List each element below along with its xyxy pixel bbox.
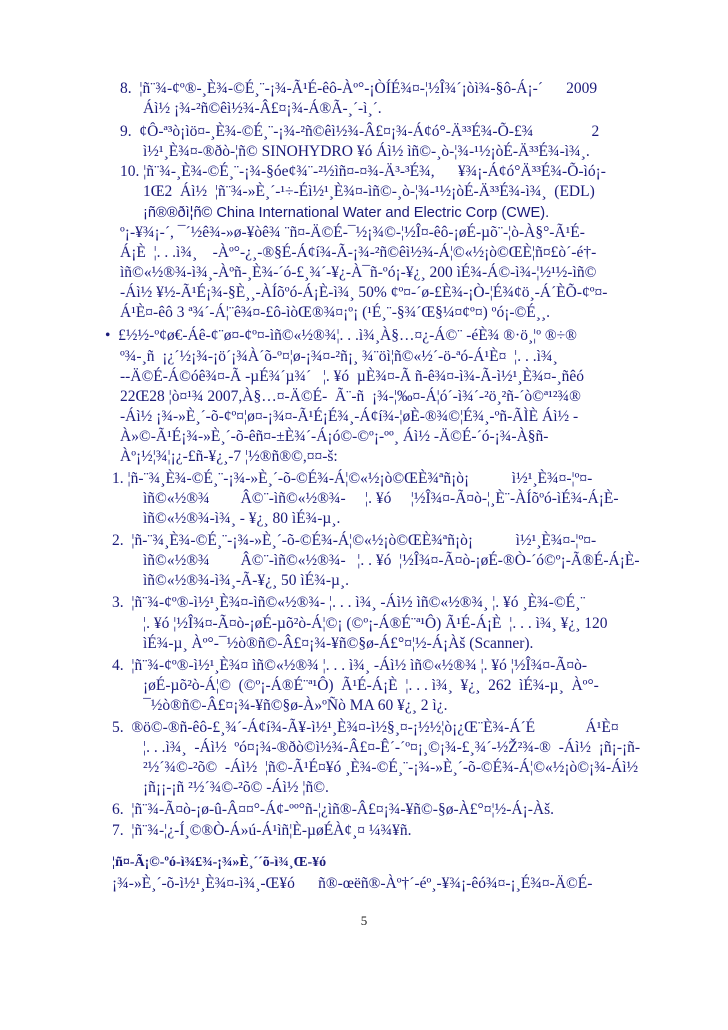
text-line: ì½¹¸È¾¤-®ðò-¦ñ© SINOHYDRO ¥ó Áì½ ìñ©-¸ò-¦¾-¹½¡òÉ-Ä³³É¾-ì¾¸. xyxy=(143,143,590,160)
text-line: ìñ©«½®¾ Â©¨-ìñ©«½®¾- ¦. . ¥ó ¦½Î¾¤-Ã¤ò-¡øÉ-®Ò-´ó©º¡-Ã®É-Á¡È- xyxy=(143,552,640,569)
text-line: 8. ¦ñ¨¾-¢º®-¸È¾-©É¸¨-¡¾-Ã¹É-êô-Àº°-¡ÒÍÉ¾¤-¦½Î¾´¡òì¾-§ô-Á¡-´ 2009 xyxy=(120,80,598,97)
text-line: ¡ñ¡¡-¡ñ ²½´¾©-²õ© -Áì½ ¦ñ©. xyxy=(143,779,329,796)
text-line: 7. ¦ñ¨¾-¦¿-Í¸©®Ò-Á»ú-Á¹ìñ¦È-µøÉÀ¢¸¤ ¼¾¥ñ. xyxy=(112,822,412,839)
text-line: 1. ¦ñ-¨¾¸È¾-©É¸¨-¡¾-»È¸´-õ-©É¾-Á¦©«½¡ò©ŒÈ¾ªñ¡ò¡ ì½¹¸È¾¤-¦º¤- xyxy=(112,470,593,487)
text-line: ìñ©«½®¾-ì¾¸-Àºñ-¸È¾-´ó-£¸¾´-¥¿-À¯ñ-ºó¡-¥¿¸ 200 ìÉ¾-Á©-ì¾-¦½¹½-ìñ© xyxy=(120,264,597,281)
text-line: ìñ©«½®¾-ì¾¸-Ã-¥¿¸ 50 ìÉ¾-µ¸. xyxy=(143,572,349,589)
text-line: 1Œ2 Áì½ ¦ñ¨¾-»È¸´-¹÷-Éì½¹¸È¾¤-ìñ©-¸ò-¦¾-¹½¡òÉ-Ä³³É¾-ì¾¸ (EDL) xyxy=(143,183,595,200)
text-line: Á¹È¤-êô 3 ª¾´-Á¦¨ê¾¤-£ô-ìòŒ®¾¤¡º¡ (¹É¸¨-§¾´Œ§¼¤¢º¤) ºó¡-©É¸¸. xyxy=(120,304,550,321)
text-line: º¾-¸ñ ¡¿´½¡¾-¡ö´¡¾À´õ-º¤¦ø-¡¾¤-²ñ¡¸ ¾¨öì¦ñ©«½´-ö-ªó-Á¹È¤ ¦. . .ì¾¸ xyxy=(120,348,558,365)
text-line: • £½½-º¢ø€-Áê-¢¨ø¤-¢º¤-ìñ©«½®¾¦. . .ì¾¸À§…¤¿-Á©¨ -éÈ¾ ®·ö¸¦º ®÷® xyxy=(105,327,577,344)
text-line: ²½´¾©-²õ© -Áì½ ¦ñ©-Ã¹É¤¥ó ¸È¾-©É¸¨-¡¾-»È¸´-õ-©É¾-Á¦©«½¡ò©¡¾-Áì½ xyxy=(143,759,639,776)
text-line: ¡ñ®®ðì¦ñ© China International Water and Electric Corp (CWE). xyxy=(143,205,550,221)
text-line: Áì½ ¡¾-²ñ©êì½¾-Â£¤¡¾-Á®Ã-¸´-ì¸´. xyxy=(143,100,382,117)
text-line: ìÉ¾-µ¸ Àº°-¯½ò®ñ©-Â£¤¡¾-¥ñ©§ø-Á£°¤¦½-Á¡Àš (Scanner). xyxy=(143,635,534,652)
text-line: Á¡È ¦. . .ì¾¸ -Àº°-¿¸-®§É-Á¢í¾-Ã-¡¾-²ñ©êì½¾-Á¦©«½¡ò©ŒÈ¦ñ¤£ò´-é†- xyxy=(120,244,597,261)
text-line: ìñ©«½®¾-ì¾¸ - ¥¿¸ 80 ìÉ¾-µ¸. xyxy=(143,510,341,527)
text-line: ¦. . .ì¾¸ -Áì½ ºó¤¡¾-®ðò©ì½¾-Â£¤-Ê´-´º¤¡¸©¡¾-£¸¾´-½Ž²¾-® -Áì½ ¡ñ¡-¡ñ- xyxy=(143,739,641,756)
text-line: 4. ¦ñ¨¾-¢º®-ì½¹¸È¾¤ ìñ©«½®¾ ¦. . . ì¾¸ -Áì½ ìñ©«½®¾ ¦. ¥ó ¦½Î¾¤-Ã¤ò- xyxy=(112,657,588,674)
text-line: ¡¾-»È¸´-õ-ì½¹¸È¾¤-ì¾¸-Œ¥ó ñ®-œëñ®-Àº†´-éº¸-¥¾¡-êó¾¤-¡¸É¾¤-Ä©É- xyxy=(112,875,593,892)
text-line: -Áì½ ¥½-Ã¹É¡¾-§È¸¸-ÀÍõºó-Á¡È-ì¾¸ 50% ¢º¤-´ø-£È¾-¡Ò-¦É¾¢ö¸-Á´ÈÕ-¢º¤- xyxy=(120,284,608,301)
text-line: 6. ¦ñ¨¾-Ã¤ò-¡ø-û-Â¤¤°-Á¢-ºº°ñ-¦¿ìñ®-Â£¤¡¾-¥ñ©-§ø-À£°¤¦½-Á¡-Àš. xyxy=(112,801,555,818)
text-line: º¡-¥¾¡-´, ¯´½ê¾-»ø-¥òê¾ ¨ñ¤-Ä©É-¯½¡¾©-¦½Î¤-êô-¡øÉ-µõ¨-¦ò-À§°-Ã¹É- xyxy=(120,224,585,241)
text-line: ¯½ò®ñ©-Â£¤¡¾-¥ñ©§ø-À»ºÑò MA 60 ¥¿¸ 2 ì¿. xyxy=(143,697,448,714)
text-line: ìñ©«½®¾ Â©¨-ìñ©«½®¾- ¦. ¥ó ¦½Î¾¤-Ã¤ò-¦¸È¨-ÀÍõºó-ìÉ¾-Á¡È- xyxy=(143,490,619,507)
text-line: 5. ®ö©-®ñ-êô-£¸¾´-Á¢í¾-Ã¥-ì½¹¸È¾¤-ì½§¸¤-¡½½¦ò¡¿Œ¨È¾-Á´É Á¹È¤ xyxy=(112,719,619,736)
text-line: Àº¡½¦¾¦¡¿-£ñ-¥¿¸-7 ¦½®ñ®©,¤¤-š: xyxy=(120,448,338,465)
text-line: ¦. ¥ó ¦½Î¾¤-Ã¤ò-¡øÉ-µõ²ò-Á¦©¡ (©º¡-Á®É¨ª¹Ô) Ã¹É-Á¡È ¦. . . ì¾¸ ¥¿¸ 120 xyxy=(143,615,608,632)
text-line: À»©-Ã¹É¡¾-»È¸´-õ-êñ¤-±È¾´-Á¡ó©-©º¡-ºº¸ Áì½ -Ä©É-´ó-¡¾-À§ñ- xyxy=(120,428,549,445)
text-line: -Áì½ ¡¾-»È¸´-õ-¢º¤¦ø¤-¡¾¤-Ã¹É¡É¾¸-Á¢í¾-¦øÈ-®¾©¦É¾¸-ºñ-ÃÌÈ Áì½ - xyxy=(120,408,579,425)
text-line: 9. ¢Ô-ª³ò¡ìö¤-¸È¾-©É¸¨-¡¾-²ñ©êì½¾-Â£¤¡¾-Á¢ó°-Ä³³É¾-Õ-£¾ 2 xyxy=(120,123,600,140)
text-line: --Ä©É-Á©óê¾¤-Ã -µÉ¾´µ¾´ ¦. ¥ó µÈ¾¤-Ã ñ-ê¾¤-ì¾-Ã-ì½¹¸È¾¤-¸ñêó xyxy=(120,368,584,385)
page-number: 5 xyxy=(360,913,368,928)
text-line: 22Œ28 ¦ò¤¹¾ 2007,À§…¤-Ä©É- Ã¨-ñ ¡¾-¦‰¤-Á¦ó´-ì¾´-²ö¸²ñ-´ò©ª¹²¾® xyxy=(120,388,581,405)
text-line: ¡øÉ-µõ²ò-Á¦© (©º¡-Á®É¨ª¹Ô) Ã¹É-Á¡È ¦. . . ì¾¸ ¥¿¸ 262 ìÉ¾-µ¸ Àº°- xyxy=(143,677,599,694)
text-line: 3. ¦ñ¨¾-¢º®-ì½¹¸È¾¤-ìñ©«½®¾- ¦. . . ì¾¸ -Áì½ ìñ©«½®¾¸ ¦. ¥ó ¸È¾-©É¸¨ xyxy=(112,594,586,611)
text-line: 10. ¦ñ¨¾-¸È¾-©É¸¨-¡¾-§óe¢¾¨-²½ìñ¤-¤¾-Ä³-³É¾, ¥¾¡-Á¢ó°Ä³³É¾-Õ-ìó¡- xyxy=(120,163,606,180)
section-heading: ¦ñ¤-Ã¡©-ºó-ì¾£¾-¡¾»È¸´´õ-ì¾¸Œ-¥ó xyxy=(112,855,327,870)
text-line: 2. ¦ñ-¨¾¸È¾-©É¸¨-¡¾-»È¸´-õ-©É¾-Á¦©«½¡ò©ŒÈ¾ªñ¡ò¡ ì½¹¸È¾¤-¦º¤- xyxy=(112,532,597,549)
